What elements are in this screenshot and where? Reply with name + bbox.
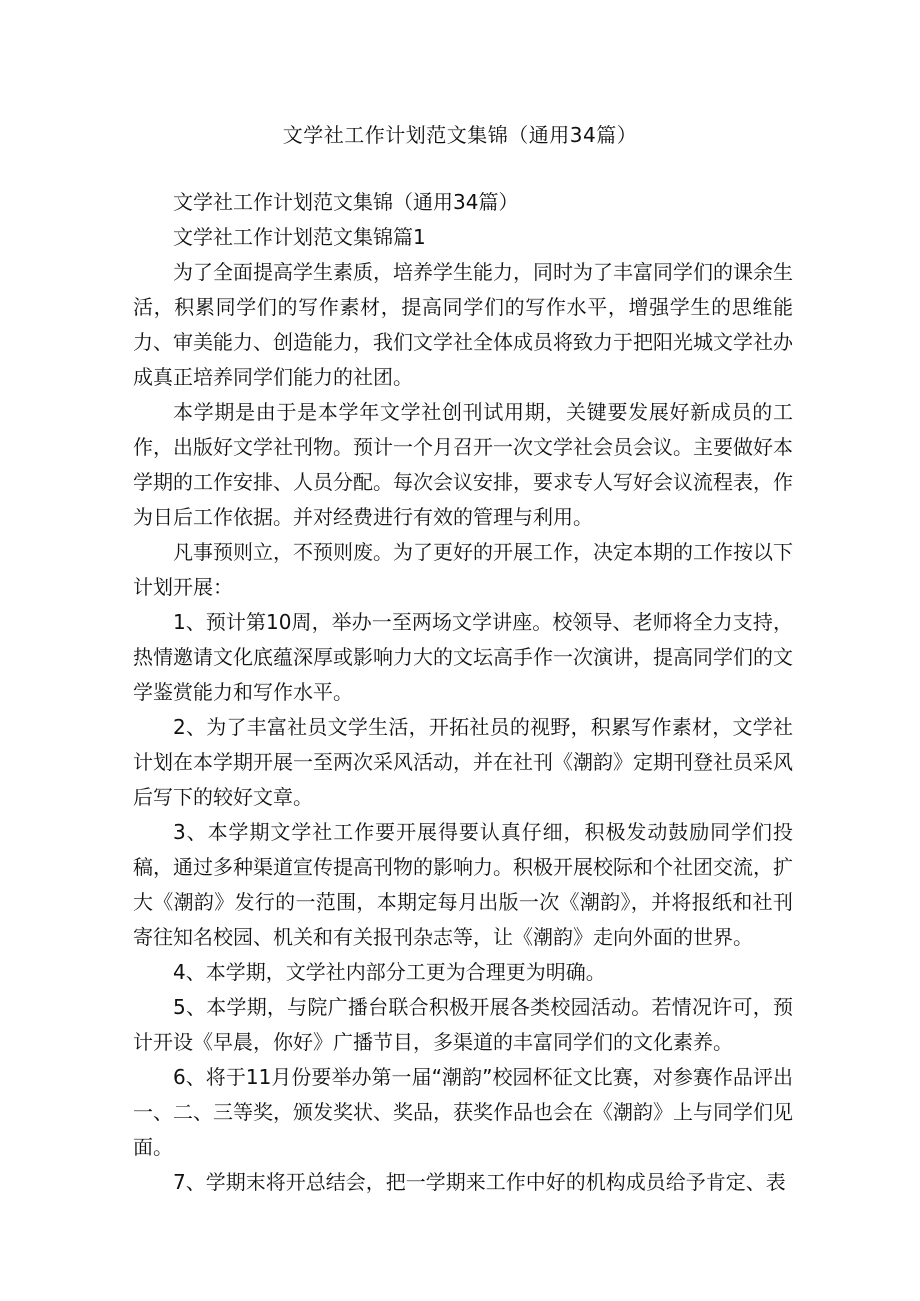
document-body — [133, 185, 793, 1200]
paragraph-item-2: 2、为了丰富社员文学生活，开拓社员的视野，积累写作素材，文学社计划在本学期开展一至两次采风活动，并在社刊《潮韵》定期刊登社员采风后写下的较好文章。 — [133, 715, 793, 809]
paragraph-section-heading: 文学社工作计划范文集锦篇1 — [173, 225, 426, 249]
paragraph-item-7: 7、学期末将开总结会，把一学期来工作中好的机构成员给予肯定、表 — [173, 1170, 786, 1194]
paragraph-plan-lead: 凡事预则立，不预则废。为了更好的开展工作，决定本期的工作按以下计划开展： — [133, 540, 793, 599]
paragraph-intro: 为了全面提高学生素质，培养学生能力，同时为了丰富同学们的课余生活，积累同学们的写作素材，提高同学们的写作水平，增强学生的思维能力、审美能力、创造能力，我们文学社全体成员将致力于把阳光城文学社办成真正培养同学们能力的社团。 — [133, 260, 793, 389]
paragraph-semester: 本学期是由于是本学年文学社创刊试用期，关键要发展好新成员的工作，出版好文学社刊物。预计一个月召开一次文学社会员会议。主要做好本学期的工作安排、人员分配。每次会议安排，要求专人写好会议流程表，作为日后工作依据。并对经费进行有效的管理与利用。 — [133, 400, 793, 529]
paragraph-item-5: 5、本学期，与院广播台联合积极开展各类校园活动。若情况许可，预计开设《早晨，你好》广播节目，多渠道的丰富同学们的文化素养。 — [133, 995, 793, 1054]
document-title: 文学社工作计划范文集锦（通用34篇） — [282, 123, 638, 147]
paragraph-item-1: 1、预计第10周，举办一至两场文学讲座。校领导、老师将全力支持，热情邀请文化底蕴深厚或影响力大的文坛高手作一次演讲，提高同学们的文学鉴赏能力和写作水平。 — [133, 610, 793, 704]
paragraph-item-6: 6、将于11月份要举办第一届“潮韵”校园杯征文比赛，对参赛作品评出一、二、三等奖，颁发奖状、奖品，获奖作品也会在《潮韵》上与同学们见面。 — [133, 1065, 793, 1159]
paragraph-item-4: 4、本学期，文学社内部分工更为合理更为明确。 — [173, 960, 606, 984]
paragraph-item-3: 3、本学期文学社工作要开展得要认真仔细，积极发动鼓励同学们投稿，通过多种渠道宣传提高刊物的影响力。积极开展校际和个社团交流，扩大《潮韵》发行的一范围，本期定每月出版一次《潮韵》，并将报纸和社刊寄往知名校园、机关和有关报刊杂志等，让《潮韵》走向外面的世界。 — [133, 820, 793, 949]
paragraph-subtitle: 文学社工作计划范文集锦（通用34篇） — [173, 190, 519, 214]
